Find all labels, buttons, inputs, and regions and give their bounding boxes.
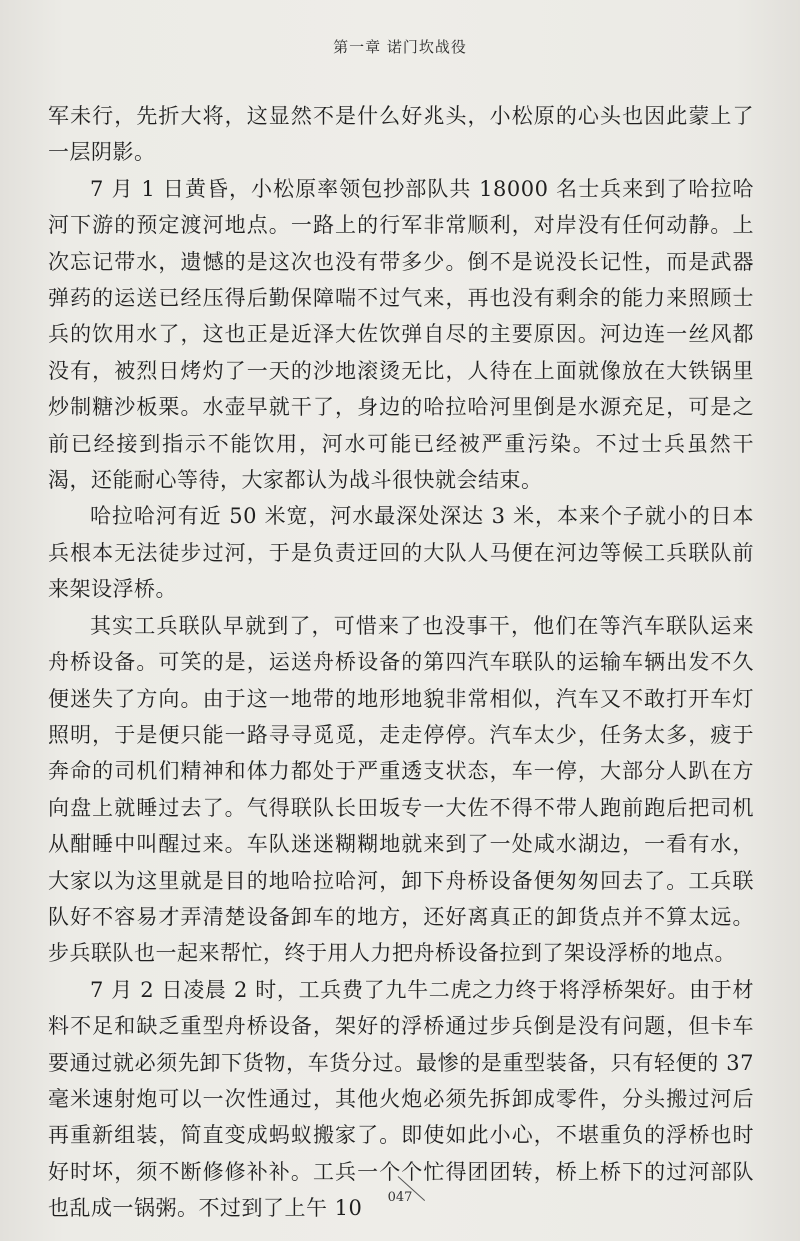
paragraph: 哈拉哈河有近 50 米宽，河水最深处深达 3 米，本来个子就小的日本兵根本无法徒步过河，于是负责迂回的大队人马便在河边等候工兵联队前来架设浮桥。 [48,504,754,602]
body-text [48,98,754,1227]
paragraph: 7 月 1 日黄昏，小松原率领包抄部队共 18000 名士兵来到了哈拉哈河下游的预定渡河地点。一路上的行军非常顺利，对岸没有任何动静。上次忘记带水，遗憾的是这次也没有带多少。倒不是说没长记性，而是武器弹药的运送已经压得后勤保障喘不过气来，再也没有剩余的能力来照顾士兵的饮用水了，这也正是近泽大佐饮弹自尽的主要原因。河边连一丝风都没有，被烈日烤灼了一天的沙地滚烫无比，人待在上面就像放在大铁锅里炒制糖沙板栗。水壶早就干了，身边的哈拉哈河里倒是水源充足，可是之前已经接到指示不能饮用，河水可能已经被严重污染。不过士兵虽然干渴，还能耐心等待，大家都认为战斗很快就会结束。 [48,176,754,493]
running-header: 第一章 诺门坎战役 [333,38,467,56]
paragraph: 7 月 2 日凌晨 2 时，工兵费了九牛二虎之力终于将浮桥架好。由于材料不足和缺乏重型舟桥设备，架好的浮桥通过步兵倒是没有问题，但卡车要通过就必须先卸下货物，车货分过。最惨的是重型装备，只有轻便的 37 毫米速射炮可以一次性通过，其他火炮必须先拆卸成零件，分头搬过河后再重新组装，简直变成蚂蚁搬家了。即使如此小心，不堪重负的浮桥也时好时坏，须不断修修补补。工兵一个个忙得团团转，桥上桥下的过河部队也乱成一锅粥。不过到了上午 10 [48,977,754,1221]
paragraph-continuation: 军未行，先折大将，这显然不是什么好兆头，小松原的心头也因此蒙上了一层阴影。 [48,104,754,165]
paragraph: 其实工兵联队早就到了，可惜来了也没事干，他们在等汽车联队运来舟桥设备。可笑的是，运送舟桥设备的第四汽车联队的运输车辆出发不久便迷失了方向。由于这一地带的地形地貌非常相似，汽车又不敢打开车灯照明，于是便只能一路寻寻觅觅，走走停停。汽车太少，任务太多，疲于奔命的司机们精神和体力都处于严重透支状态，车一停，大部分人趴在方向盘上就睡过去了。气得联队长田坂专一大佐不得不带人跑前跑后把司机从酣睡中叫醒过来。车队迷迷糊糊地就来到了一处咸水湖边，一看有水，大家以为这里就是目的地哈拉哈河，卸下舟桥设备便匆匆回去了。工兵联队好不容易才弄清楚设备卸车的地方，还好离真正的卸货点并不算太远。步兵联队也一起来帮忙，终于用人力把舟桥设备拉到了架设浮桥的地点。 [48,613,754,966]
page-number: 047 [387,1190,413,1205]
